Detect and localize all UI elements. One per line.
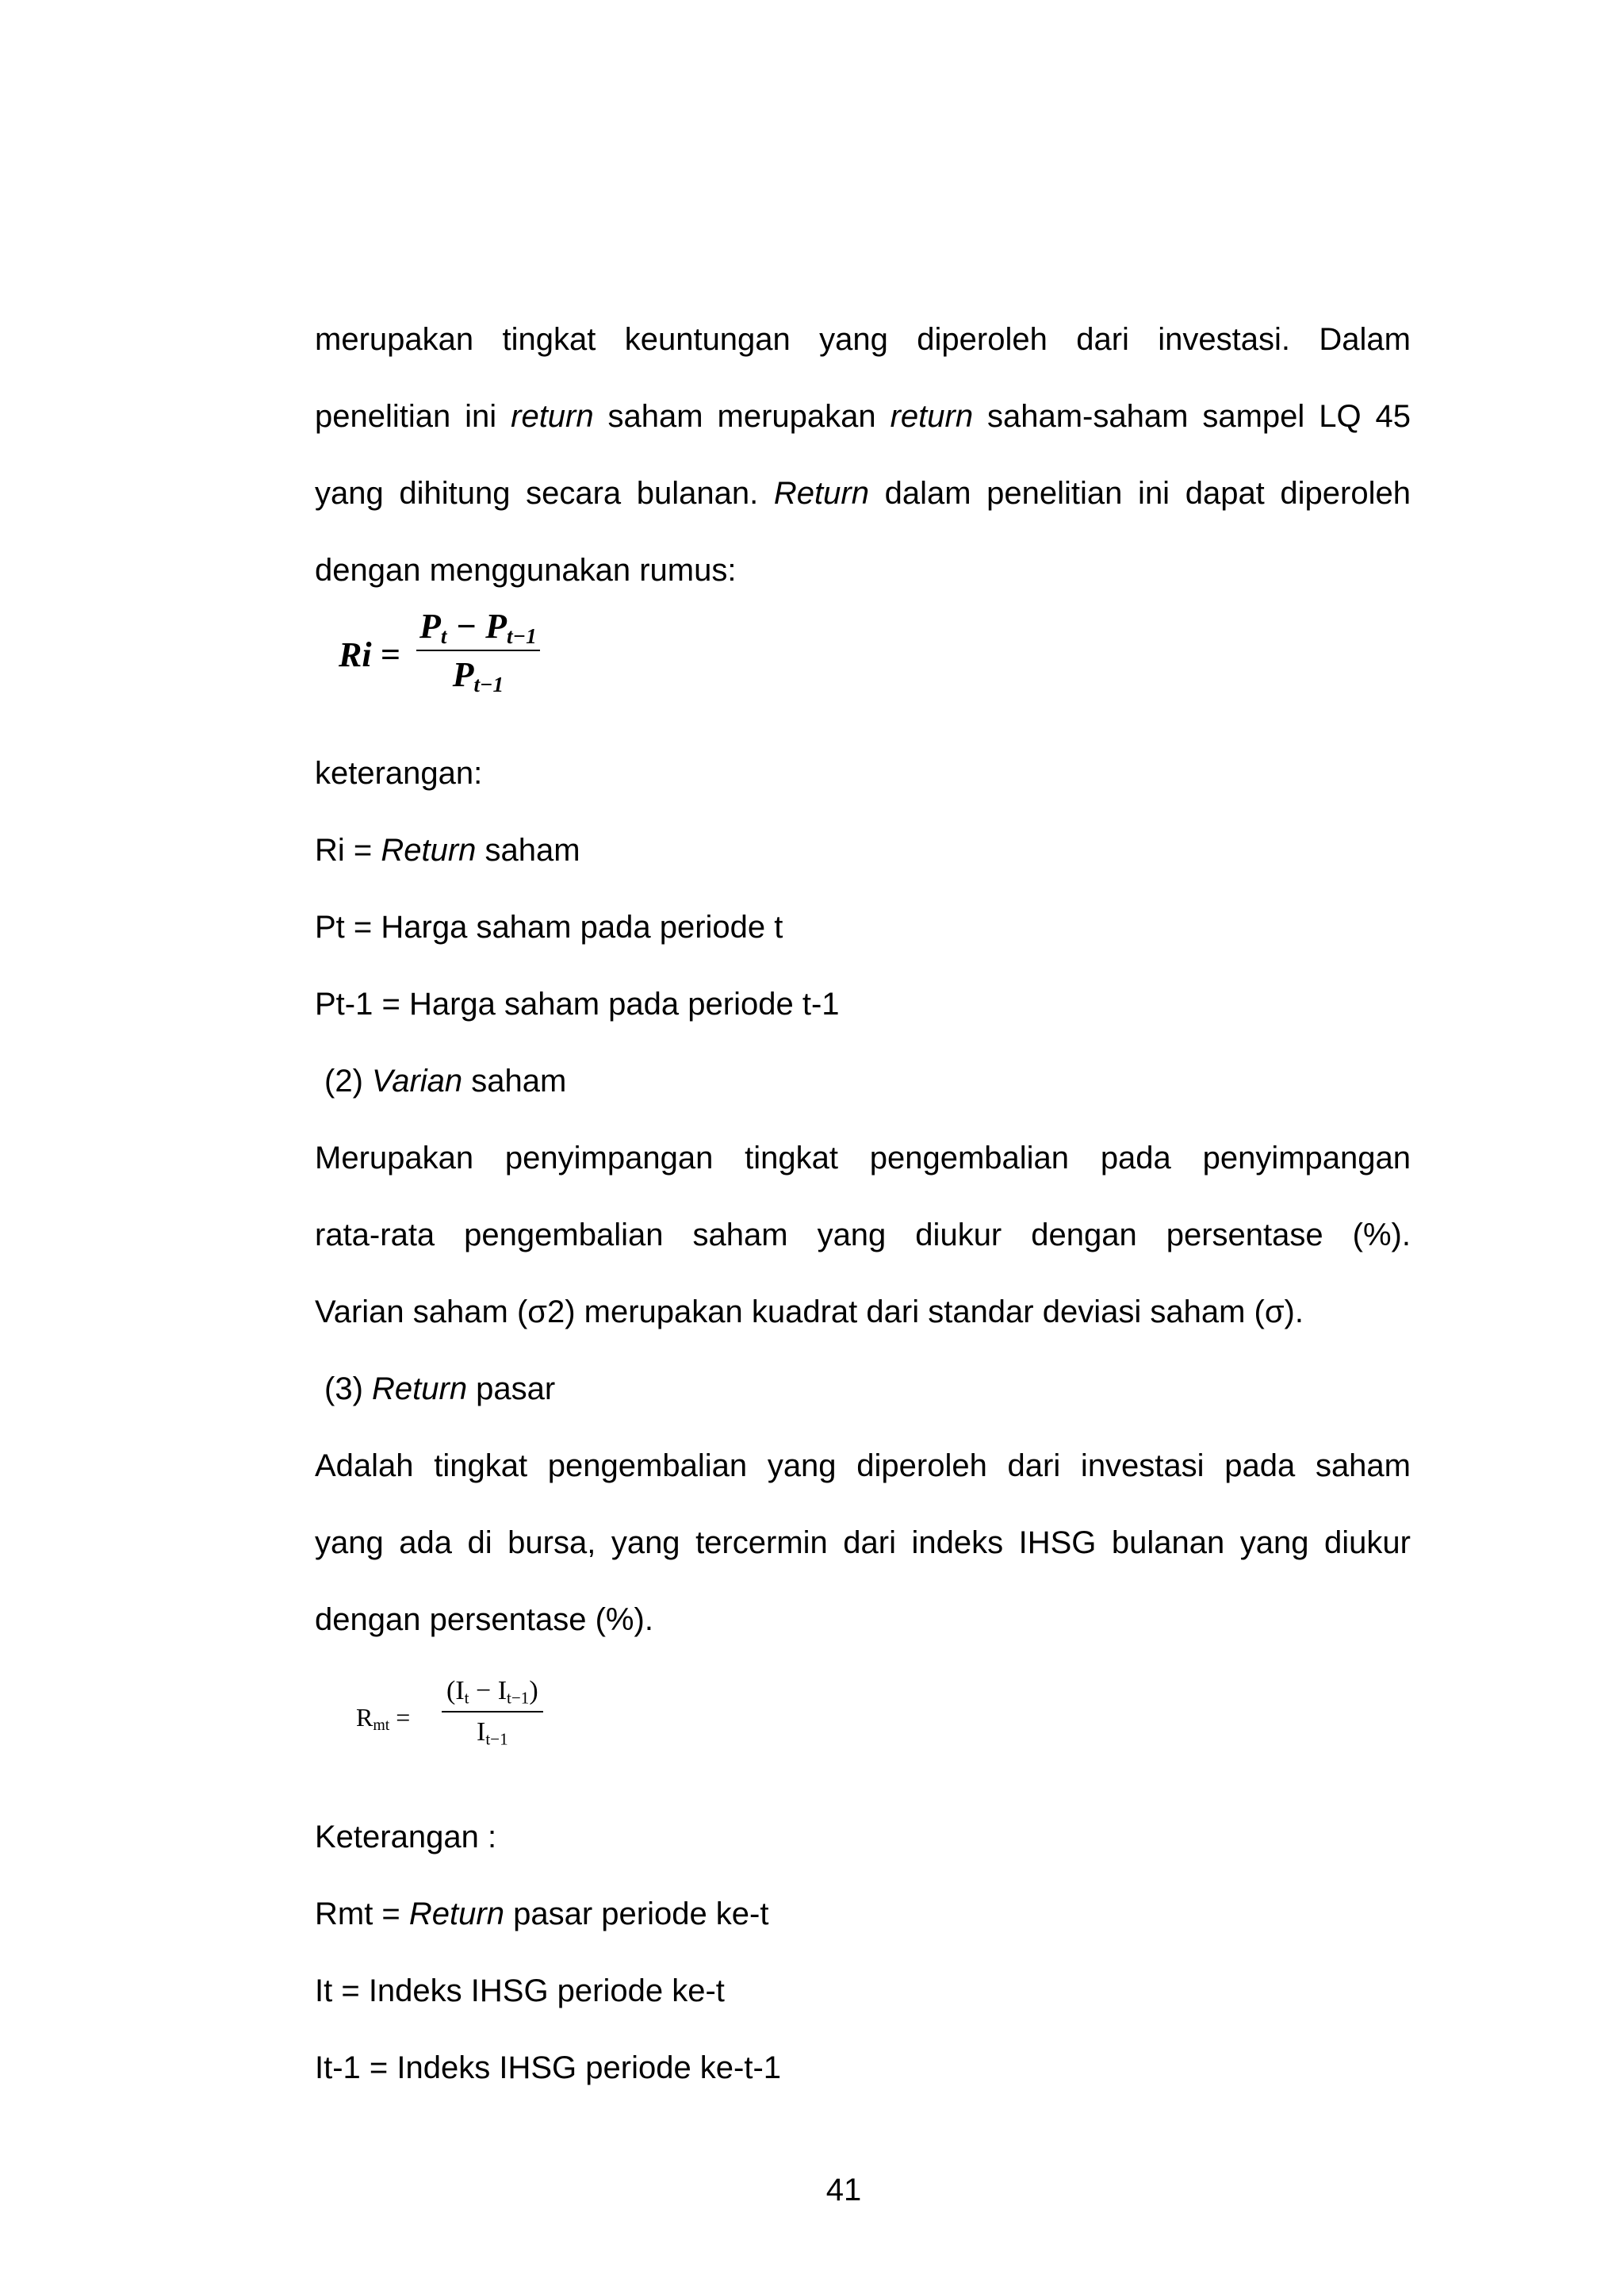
section-heading-varian: (2) Varian saham [324,1064,567,1099]
definition-pt1: Pt-1 = Harga saham pada periode t-1 [315,987,840,1022]
page-number: 41 [825,2173,862,2207]
definition-it: It = Indeks IHSG periode ke-t [315,1973,725,2008]
formula-lhs: Ri = [339,635,400,674]
paragraph-line: merupakan tingkat keuntungan yang diperoleh dari investasi. Dalam [315,322,1411,357]
return-formula [315,603,1411,735]
paragraph-line: Merupakan penyimpangan tingkat pengembalian pada penyimpangan [315,1141,1411,1176]
paragraph-line: yang ada di bursa, yang tercermin dari indeks IHSG bulanan yang diukur [315,1525,1411,1560]
market-return-formula [315,1663,1411,1799]
paragraph-line: penelitian ini return saham merupakan return saham-saham sampel LQ 45 [315,399,1411,434]
definition-ri: Ri = Return saham [315,833,580,868]
paragraph-line: dengan menggunakan rumus: [315,553,737,588]
paragraph-line: Adalah tingkat pengembalian yang diperoleh dari investasi pada saham [315,1448,1411,1483]
keterangan-heading: keterangan: [315,756,483,791]
formula-numerator: $P_t - P_{t-1}$ [419,607,537,648]
paragraph-line: Varian saham (σ2) merupakan kuadrat dari standar deviasi saham (σ). [315,1294,1304,1329]
section-heading-return-pasar: (3) Return pasar [324,1371,556,1406]
formula-denominator: $I_{t-1}$ [477,1717,508,1749]
formula-fraction [416,606,540,695]
paragraph-line: dengan persentase (%). [315,1602,653,1637]
definition-pt: Pt = Harga saham pada periode t [315,910,783,945]
formula-fraction [442,1676,543,1747]
definition-rmt: Rmt = Return pasar periode ke-t [315,1897,769,1931]
paragraph-line: rata-rata pengembalian saham yang diukur dengan persentase (%). [315,1218,1411,1252]
formula-denominator: $P_{t-1}$ [452,655,504,696]
page-body [315,301,1411,2107]
keterangan-heading: Keterangan : [315,1820,497,1854]
definition-it1: It-1 = Indeks IHSG periode ke-t-1 [315,2050,782,2085]
paragraph-line: yang dihitung secara bulanan. Return dalam penelitian ini dapat diperoleh [315,476,1411,511]
formula-numerator: $(I_t - I_{t-1})$ [446,1676,538,1708]
formula-lhs: $R_{mt}$ = [356,1703,411,1734]
